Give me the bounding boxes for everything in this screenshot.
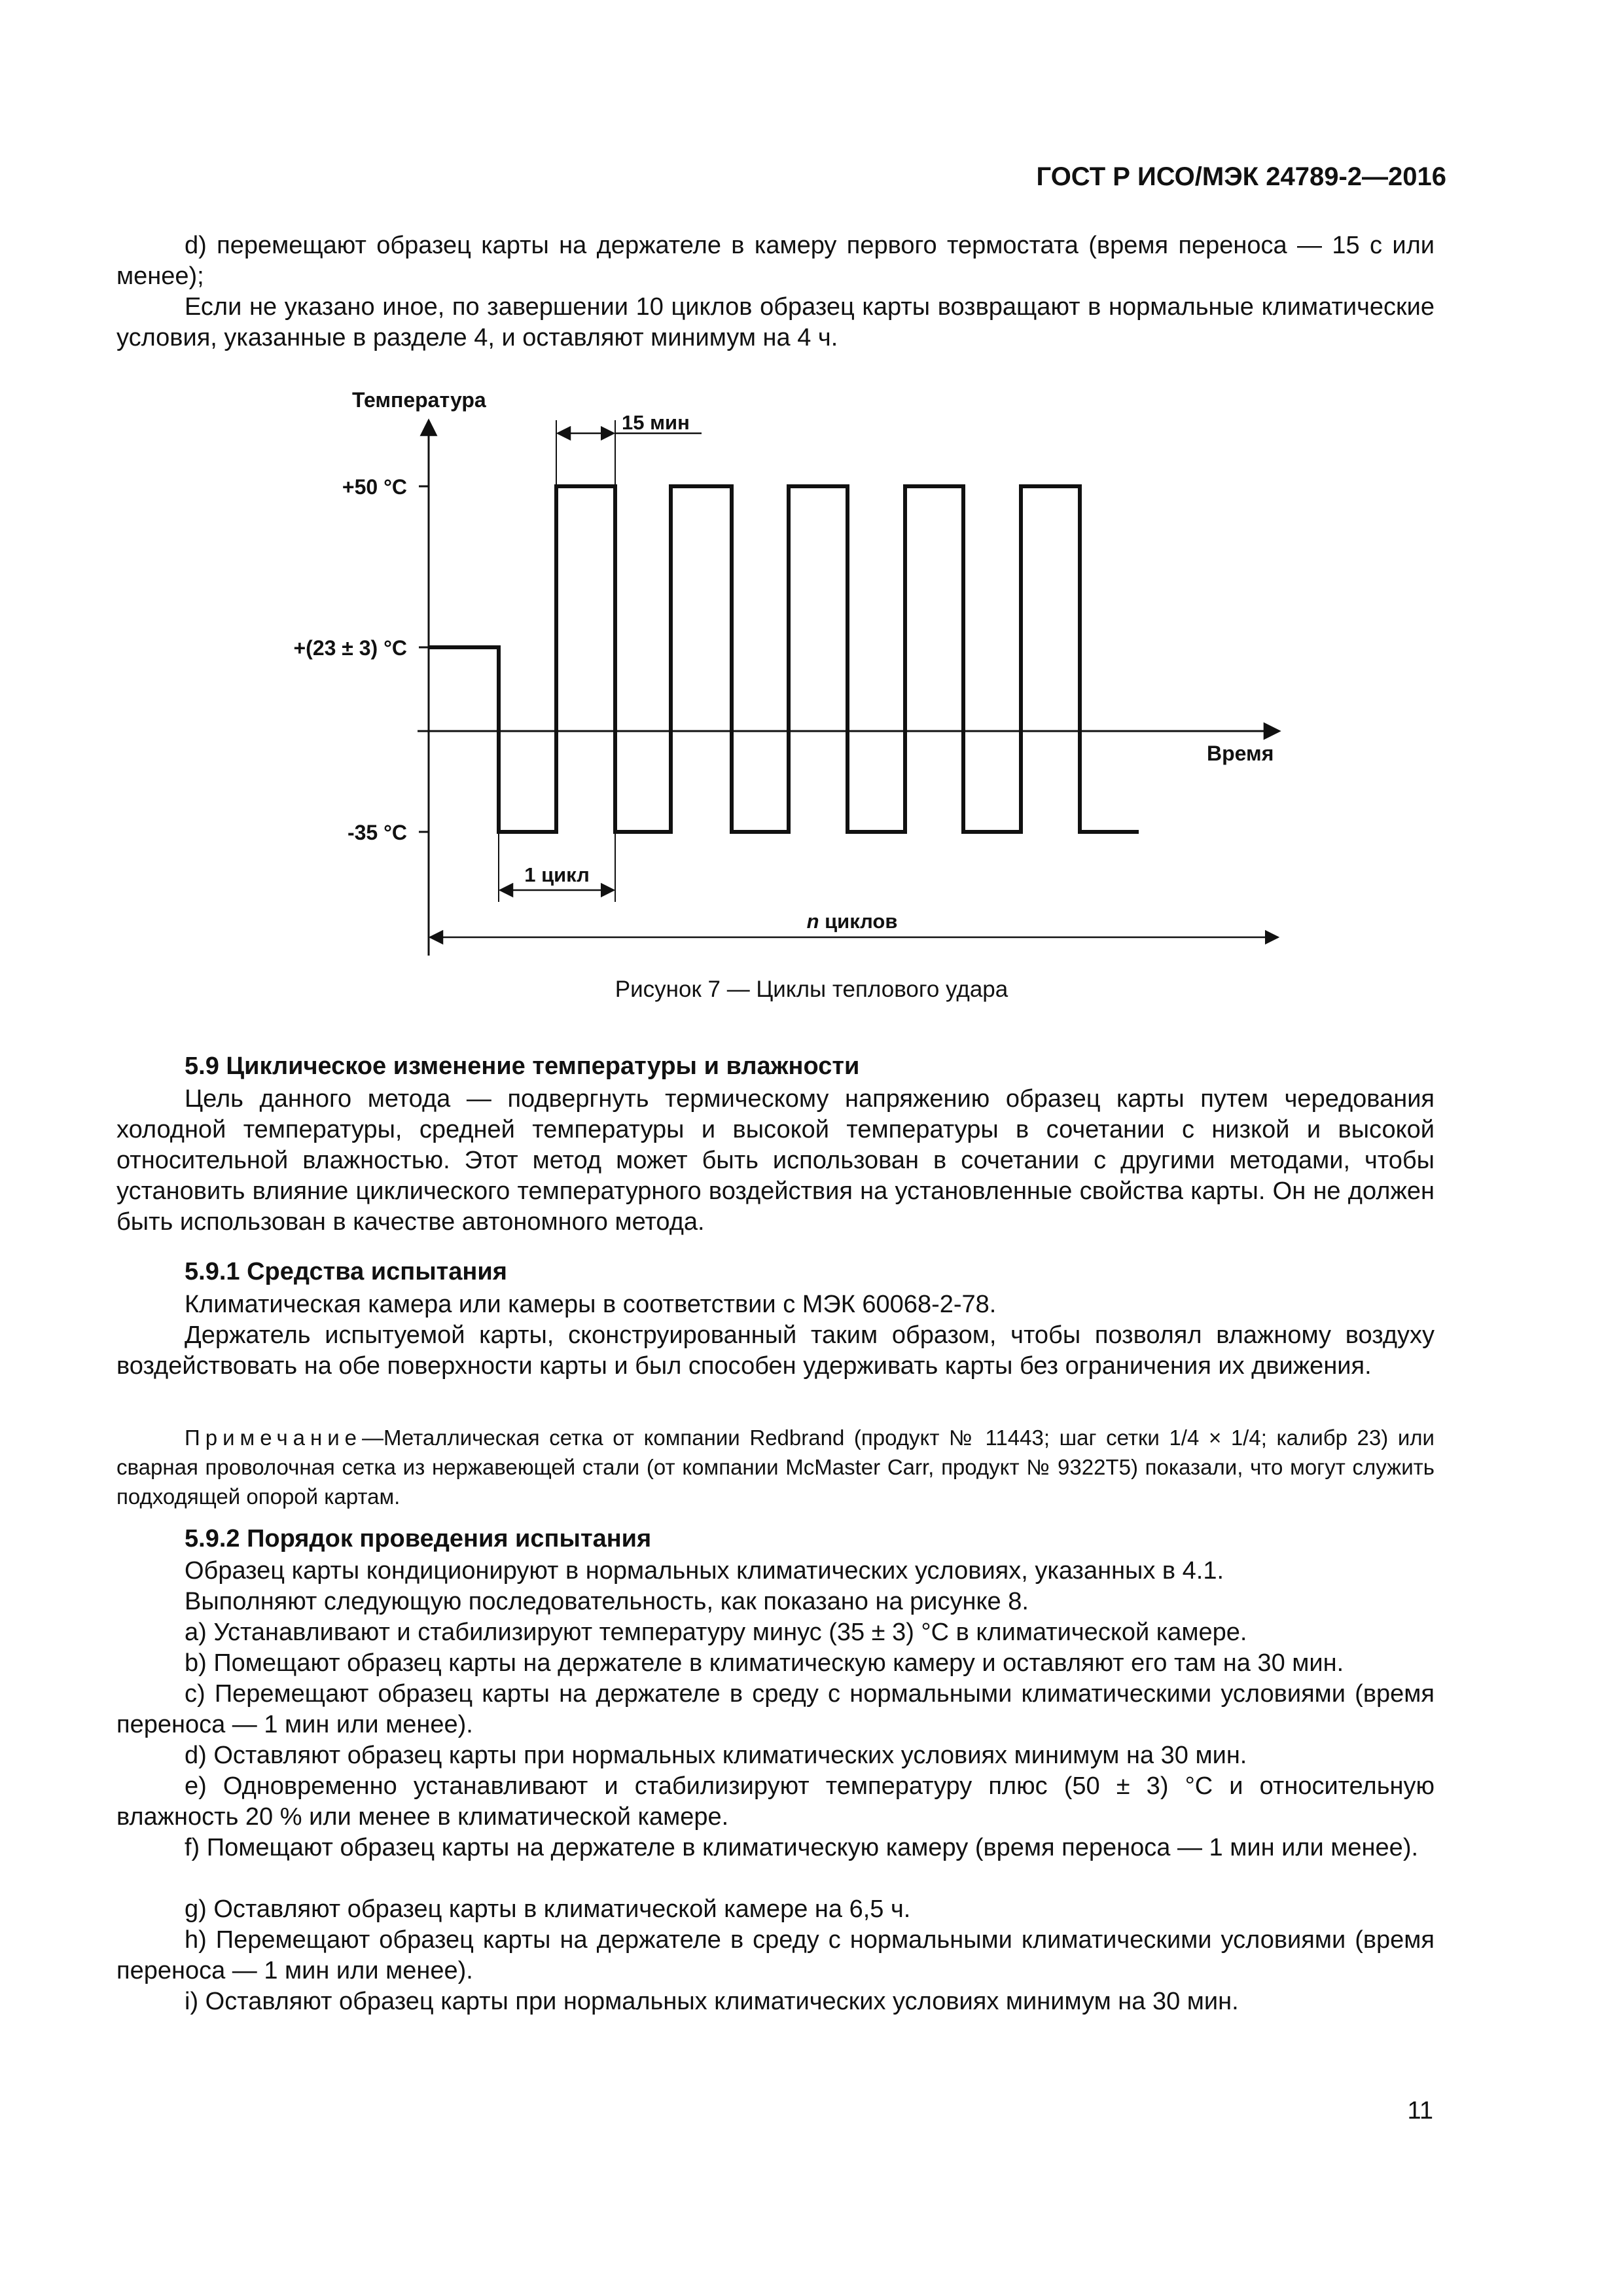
y-axis-label: Температура bbox=[352, 388, 486, 412]
step-h: h) Перемещают образец карты на держателе в среду с нормальными климатическими условиями (время переноса — 1 мин или менее). bbox=[116, 1926, 1435, 1984]
document-header: ГОСТ Р ИСО/МЭК 24789-2—2016 bbox=[1036, 162, 1446, 191]
intro-paragraph-d: d) перемещают образец карты на держателе в камеру первого термостата (время переноса — 15 с или менее); bbox=[116, 232, 1435, 290]
section-5-9-2-title: 5.9.2 Порядок проведения испытания bbox=[185, 1525, 652, 1552]
section-5-9-1-title: 5.9.1 Средства испытания bbox=[185, 1258, 507, 1285]
x-axis-label: Время bbox=[1207, 742, 1274, 765]
dimension-n-cycles-label: n циклов bbox=[806, 910, 898, 933]
step-f: f) Помещают образец карты на держателе в климатическую камеру (время переноса — 1 мин или менее). bbox=[185, 1834, 1419, 1861]
step-e: e) Одновременно устанавливают и стабилизируют температуру плюс (50 ± 3) °С и относительную влажность 20 % или менее в климатической камере. bbox=[116, 1772, 1435, 1831]
section-5-9-2-p1: Образец карты кондиционируют в нормальных климатических условиях, указанных в 4.1. bbox=[185, 1557, 1224, 1585]
note-text: —Металлическая сетка от компании Redbrand (продукт № 11443; шаг сетки 1/4 × 1/4; калибр 23) или сварная проволочная сетка из нержавеющей стали (от компании McMaster Carr, продукт № 9322T5) показали, что могут служить подходящей опорой картам. bbox=[116, 1426, 1435, 1509]
thermal-shock-figure bbox=[0, 367, 1623, 969]
step-c: c) Перемещают образец карты на держателе в среду с нормальными климатическими условиями (время переноса — 1 мин или менее). bbox=[116, 1680, 1435, 1738]
step-a: a) Устанавливают и стабилизируют температуру минус (35 ± 3) °С в климатической камере. bbox=[185, 1619, 1247, 1646]
section-5-9-1-note bbox=[116, 1423, 1435, 1511]
figure-caption: Рисунок 7 — Циклы теплового удара bbox=[615, 977, 1008, 1002]
section-5-9-1-p2: Держатель испытуемой карты, сконструированный таким образом, чтобы позволял влажному воздуху воздействовать на обе поверхности карты и был способен удерживать карты без ограничения их движения. bbox=[116, 1321, 1435, 1380]
dimension-1cycle-label: 1 цикл bbox=[524, 863, 590, 886]
section-5-9-body: Цель данного метода — подвергнуть термическому напряжению образец карты путем чередования холодной температуры, средней температуры и высокой температуры в сочетании с низкой и высокой относительной влажностью. Этот метод может быть использован в сочетании с другими методами, чтобы установить влияние циклического температурного воздействия на установленные свойства карты. Он не должен быть использован в качестве автономного метода. bbox=[116, 1085, 1435, 1236]
temperature-waveform bbox=[429, 486, 1139, 832]
section-5-9-1-p1: Климатическая камера или камеры в соответствии с МЭК 60068-2-78. bbox=[185, 1291, 997, 1318]
dimension-15min-label: 15 мин bbox=[622, 411, 690, 434]
page-number: 11 bbox=[1407, 2097, 1433, 2125]
tick-label-minus35: -35 °C bbox=[347, 821, 407, 844]
step-d: d) Оставляют образец карты при нормальных климатических условиях минимум на 30 мин. bbox=[185, 1742, 1247, 1769]
note-label: Примечание bbox=[185, 1426, 363, 1450]
step-g: g) Оставляют образец карты в климатической камере на 6,5 ч. bbox=[185, 1895, 911, 1923]
step-i: i) Оставляют образец карты при нормальных климатических условиях минимум на 30 мин. bbox=[185, 1988, 1239, 2015]
intro-paragraph-return: Если не указано иное, по завершении 10 циклов образец карты возвращают в нормальные климатические условия, указанные в разделе 4, и оставляют минимум на 4 ч. bbox=[116, 293, 1435, 351]
tick-label-23: +(23 ± 3) °C bbox=[293, 636, 407, 660]
step-b: b) Помещают образец карты на держателе в климатическую камеру и оставляют его там на 30 мин. bbox=[185, 1649, 1344, 1677]
tick-label-plus50: +50 °C bbox=[342, 475, 407, 499]
section-5-9-2-p2: Выполняют следующую последовательность, как показано на рисунке 8. bbox=[185, 1588, 1029, 1615]
section-5-9-title: 5.9 Циклическое изменение температуры и влажности bbox=[185, 1052, 860, 1080]
